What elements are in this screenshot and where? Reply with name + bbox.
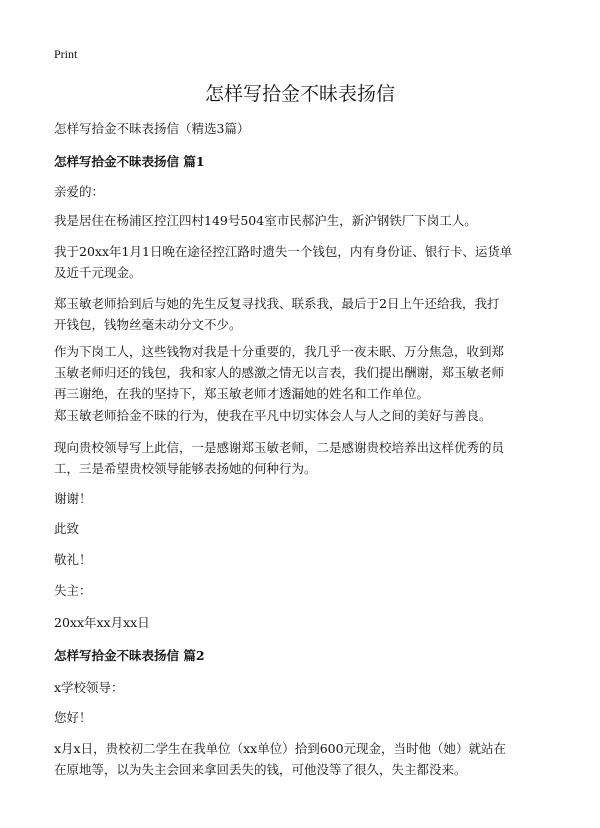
section1-paragraph-5: 郑玉敏老师拾金不昧的行为，使我在平凡中切实体会人与人之间的美好与善良。 bbox=[54, 408, 492, 423]
paragraph-line: 玉敏老师归还的钱包，我和家人的感激之情无以言表，我们提出酬谢，郑玉敏老师 bbox=[54, 365, 505, 380]
document-subtitle: 怎样写拾金不昧表扬信（精选3篇） bbox=[54, 121, 250, 136]
section1-thanks: 谢谢！ bbox=[54, 491, 92, 506]
section1-greeting: 亲爱的： bbox=[54, 184, 105, 199]
paragraph-line: 工，三是希望贵校领导能够表扬她的何种行为。 bbox=[54, 461, 317, 476]
section2-paragraph-1 bbox=[54, 738, 554, 780]
paragraph-line: 郑玉敏老师拾到后与她的先生反复寻找我、联系我，最后于2日上午还给我，我打 bbox=[54, 296, 500, 311]
section2-heading: 怎样写拾金不昧表扬信 篇2 bbox=[54, 648, 205, 663]
section2-hello: 您好！ bbox=[54, 710, 92, 725]
section1-closing-1: 此致 bbox=[54, 521, 80, 536]
section1-heading: 怎样写拾金不昧表扬信 篇1 bbox=[54, 154, 205, 169]
paragraph-line: 我于20xx年1月1日晚在途径控江路时遗失一个钱包，内有身份证、银行卡、运货单 bbox=[54, 244, 513, 259]
paragraph-line: x月x日，贵校初二学生在我单位（xx单位）拾到600元现金，当时他（她）就站在 bbox=[54, 741, 507, 756]
print-label: Print bbox=[54, 47, 78, 61]
section1-paragraph-1: 我是居住在杨浦区控江四村149号504室市民郝沪生，新沪钢铁厂下岗工人。 bbox=[54, 213, 477, 228]
paragraph-line: 作为下岗工人，这些钱物对我是十分重要的，我几乎一夜未眠、万分焦急，收到郑 bbox=[54, 344, 505, 359]
section2-greeting: x学校领导： bbox=[54, 680, 124, 695]
section1-paragraph-3 bbox=[54, 293, 554, 335]
paragraph-line: 及近千元现金。 bbox=[54, 265, 142, 280]
paragraph-line: 再三谢绝，在我的坚持下，郑玉敏老师才透漏她的姓名和工作单位。 bbox=[54, 386, 430, 401]
paragraph-line: 现向贵校领导写上此信，一是感谢郑玉敏老师，二是感谢贵校培养出这样优秀的员 bbox=[54, 440, 505, 455]
section1-paragraph-4 bbox=[54, 341, 554, 404]
document-title: 怎样写拾金不昧表扬信 bbox=[204, 83, 395, 105]
section1-date: 20xx年xx月xx日 bbox=[54, 615, 150, 630]
paragraph-line: 开钱包，钱物丝毫未动分文不少。 bbox=[54, 317, 242, 332]
section1-closing-2: 敬礼！ bbox=[54, 552, 92, 567]
section1-signer: 失主： bbox=[54, 583, 92, 598]
section1-paragraph-6 bbox=[54, 437, 554, 479]
section1-paragraph-2 bbox=[54, 241, 554, 283]
paragraph-line: 在原地等，以为失主会回来拿回丢失的钱，可他没等了很久，失主都没来。 bbox=[54, 762, 467, 777]
